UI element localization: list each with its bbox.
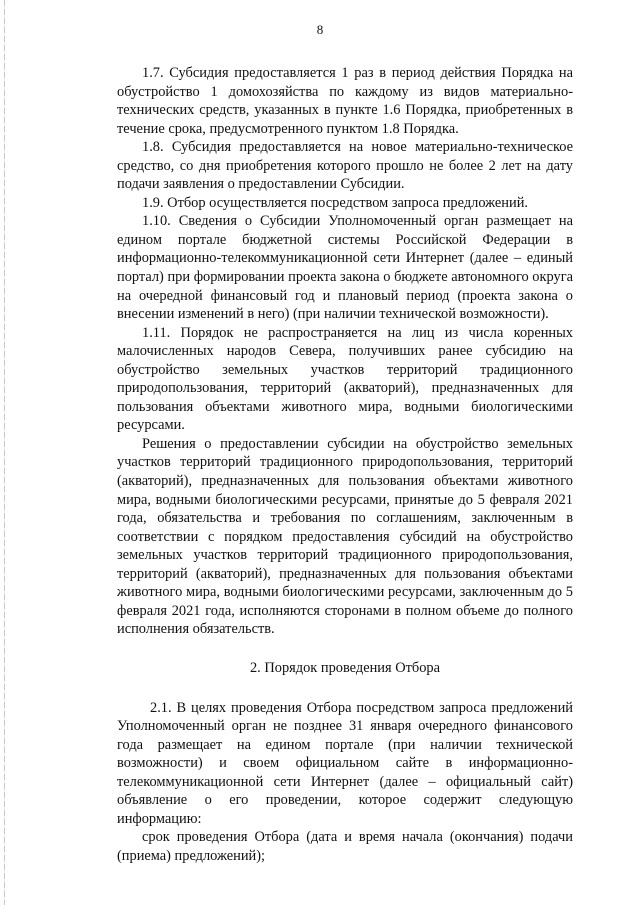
- paragraph-2-1: 2.1. В целях проведения Отбора посредством запроса предложений Уполномоченный орган не позднее 31 января очередного финансового года размещает на едином портале (при наличии технической возможности) и своем официальном сайте в информационно-телекоммуникационной сети Интернет (далее – официальный сайт) объявление о его проведении, которое содержит следующую информацию:: [117, 699, 573, 827]
- paragraph-1-11: 1.11. Порядок не распространяется на лиц из числа коренных малочисленных народов Севера, получивших ранее субсидию на обустройство земельных участков территорий традиционного природопользования, территорий (акваторий), предназначенных для пользования объектами животного мира, водными биологическими ресурсами.: [117, 324, 573, 434]
- paragraph-selection-term: срок проведения Отбора (дата и время начала (окончания) подачи (приема) предложений);: [117, 829, 573, 864]
- scan-edge: [4, 0, 5, 905]
- page-number: 8: [316, 22, 324, 37]
- paragraph-1-7: 1.7. Субсидия предоставляется 1 раз в период действия Порядка на обустройство 1 домохозяйства по каждому из видов материально-технических средств, указанных в пункте 1.6 Порядка, приобретенных в течение срока, предусмотренного пунктом 1.8 Порядка.: [117, 65, 573, 137]
- paragraph-1-10: 1.10. Сведения о Субсидии Уполномоченный орган размещает на едином портале бюджетной системы Российской Федерации в информационно-телекоммуникационной сети Интернет (далее – единый портал) при формировании проекта закона о бюджете автономного округа на очередной финансовый год и плановый период (проекта закона о внесении изменений в него) (при наличии технической возможности).: [117, 213, 573, 323]
- document-body: [117, 64, 573, 865]
- paragraph-1-9: 1.9. Отбор осуществляется посредством запроса предложений.: [142, 194, 528, 211]
- section-heading: 2. Порядок проведения Отбора: [249, 659, 440, 676]
- paragraph-1-8: 1.8. Субсидия предоставляется на новое материально-техническое средство, со дня приобретения которого прошло не более 2 лет на дату подачи заявления о предоставлении Субсидии.: [117, 139, 573, 193]
- paragraph-decisions: Решения о предоставлении субсидии на обустройство земельных участков территорий традиционного природопользования, территорий (акваторий), предназначенных для пользования объектами животного мира, водными биологическими ресурсами, принятые до 5 февраля 2021 года, обязательства и требования по соглашениям, заключенным в соответствии с порядком предоставления субсидий на обустройство земельных участков территорий традиционного природопользования, территорий (акваторий), предназначенных для пользования объектами животного мира, водными биологическими ресурсами, заключенным до 5 февраля 2021 года, исполняются сторонами в полном объеме до полного исполнения обязательств.: [117, 435, 573, 638]
